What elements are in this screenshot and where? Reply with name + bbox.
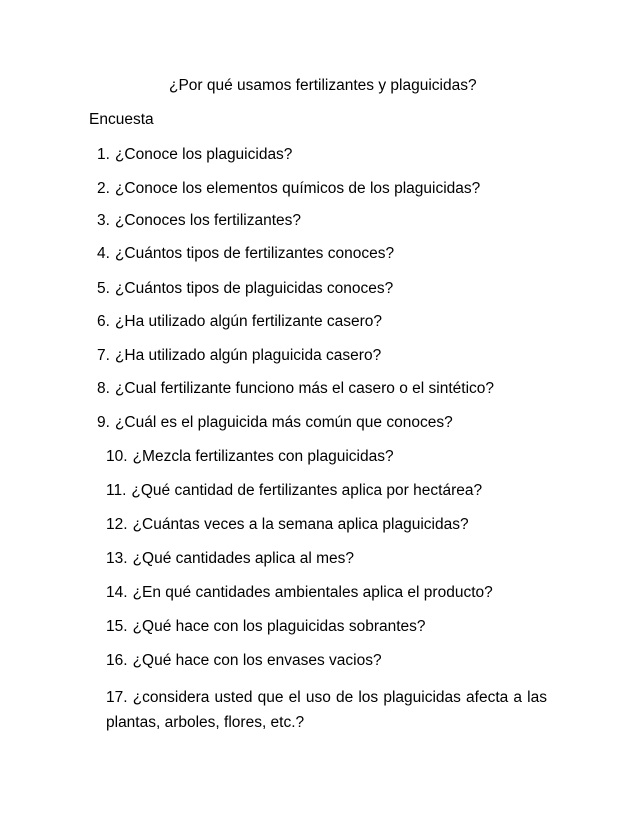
question-text: ¿Cuántos tipos de fertilizantes conoces?	[114, 245, 395, 262]
question-number: 5.	[97, 280, 110, 297]
question-item	[106, 481, 482, 501]
question-text: ¿Ha utilizado algún fertilizante casero?	[114, 313, 383, 330]
question-text: ¿Mezcla fertilizantes con plaguicidas?	[132, 448, 394, 465]
question-number: 9.	[97, 414, 110, 431]
question-number: 3.	[97, 212, 110, 229]
question-number: 11.	[106, 482, 127, 499]
document-title: ¿Por qué usamos fertilizantes y plaguicidas?	[169, 77, 477, 94]
question-text: ¿Conoces los fertilizantes?	[114, 212, 302, 229]
question-number: 16.	[106, 652, 128, 669]
question-item	[106, 549, 354, 569]
question-text: ¿Ha utilizado algún plaguicida casero?	[114, 347, 382, 364]
question-item	[106, 685, 547, 735]
question-item	[106, 651, 382, 671]
question-text: ¿Qué hace con los plaguicidas sobrantes?	[132, 618, 426, 635]
question-text: ¿Cuántas veces a la semana aplica plaguicidas?	[132, 516, 469, 533]
question-item	[97, 279, 393, 299]
question-item	[106, 617, 426, 637]
question-number: 15.	[106, 618, 128, 635]
question-item	[97, 379, 494, 399]
section-heading: Encuesta	[89, 111, 154, 128]
question-item	[106, 447, 394, 467]
question-item	[97, 145, 292, 165]
question-number: 10.	[106, 448, 128, 465]
question-text: ¿Conoce los elementos químicos de los plaguicidas?	[114, 180, 481, 197]
question-text: ¿Cual fertilizante funciono más el casero o el sintético?	[114, 380, 495, 397]
question-number: 6.	[97, 313, 110, 330]
question-item	[97, 244, 394, 264]
question-item	[97, 312, 382, 332]
question-item	[106, 583, 493, 603]
question-item	[106, 515, 469, 535]
question-item	[97, 413, 453, 433]
question-number: 8.	[97, 380, 110, 397]
question-number: 13.	[106, 550, 128, 567]
question-text: ¿Conoce los plaguicidas?	[114, 146, 293, 163]
question-item	[97, 179, 480, 199]
question-text: ¿Cuál es el plaguicida más común que conoces?	[114, 414, 453, 431]
question-item	[97, 346, 381, 366]
question-text: ¿Qué cantidad de fertilizantes aplica por hectárea?	[131, 482, 483, 499]
question-text: ¿considera usted que el uso de los plaguicidas afecta a las plantas, arboles, flores, etc.?	[106, 689, 547, 731]
question-number: 7.	[97, 347, 110, 364]
question-number: 2.	[97, 180, 110, 197]
question-number: 17.	[106, 689, 128, 706]
question-number: 14.	[106, 584, 128, 601]
question-number: 1.	[97, 146, 110, 163]
question-text: ¿En qué cantidades ambientales aplica el producto?	[132, 584, 493, 601]
question-item	[97, 211, 301, 231]
question-text: ¿Qué hace con los envases vacios?	[132, 652, 382, 669]
question-text: ¿Qué cantidades aplica al mes?	[132, 550, 354, 567]
question-number: 12.	[106, 516, 128, 533]
question-text: ¿Cuántos tipos de plaguicidas conoces?	[114, 280, 394, 297]
question-number: 4.	[97, 245, 110, 262]
